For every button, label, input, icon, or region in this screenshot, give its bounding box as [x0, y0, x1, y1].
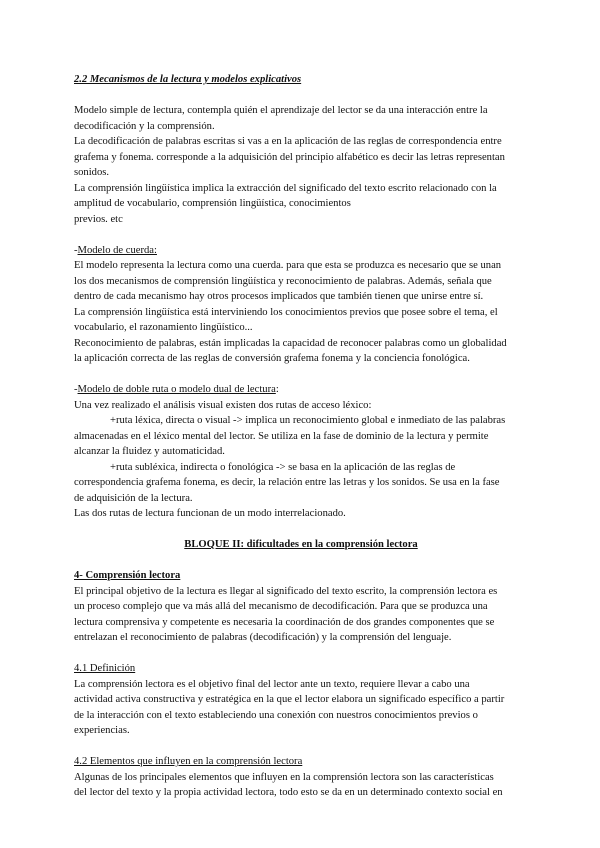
- paragraph-line: Una vez realizado el análisis visual existen dos rutas de acceso léxico:: [74, 399, 372, 411]
- paragraph-line: los dos mecanismos de comprensión lingüística y reconocimiento de palabras. Además, señala que: [74, 275, 492, 287]
- paragraph-line: La comprensión lingüística implica la extracción del significado del texto escrito relacionado con la: [74, 182, 497, 194]
- paragraph-line: La decodificación de palabras escritas si vas a en la aplicación de las reglas de correspondencia entre: [74, 136, 502, 147]
- paragraph-line: la aplicación correcta de las reglas de conversión grafema fonema y la conciencia fonológica.: [74, 353, 470, 364]
- paragraph-line: actividad activa constructiva y estratégica en la que el lector elabora un significado específico a partir: [74, 694, 505, 705]
- paragraph-line: correspondencia grafema fonema, es decir, la relación entre las letras y los sonidos. Se usa en la fase: [74, 477, 500, 488]
- paragraph-line: lectura comprensiva y competente es necesaria la coordinación de dos grandes componentes que se: [74, 616, 495, 628]
- paragraph-line: alcanzar la fluidez y automaticidad.: [74, 446, 225, 457]
- section-heading-4-1: 4.1 Definición: [74, 663, 136, 674]
- section-heading-4-2: 4.2 Elementos que influyen en la comprensión lectora: [74, 756, 303, 767]
- section-heading-2-2: 2.2 Mecanismos de la lectura y modelos explicativos: [74, 74, 302, 85]
- paragraph-line: decodificación y la comprensión.: [74, 120, 215, 132]
- paragraph-line: sonidos.: [74, 167, 110, 178]
- paragraph-line: almacenadas en el léxico mental del lector. Se utiliza en la fase de dominio de la lectura y permite: [74, 430, 489, 442]
- paragraph-line: de la interacción con el texto estableciendo una conexión con nuestros conocimientos previos o: [74, 709, 478, 721]
- paragraph-line: de adquisición de la lectura.: [74, 492, 193, 504]
- paragraph-line: experiencias.: [74, 725, 130, 736]
- paragraph-line: +ruta léxica, directa o visual -> implica un reconocimiento global e inmediato de las palabras: [110, 415, 506, 426]
- paragraph-line: del lector del texto y la propia actividad lectora, todo esto se da en un determinado contexto social en: [74, 787, 503, 798]
- subheading-modelo-cuerda: -Modelo de cuerda:: [74, 244, 157, 256]
- paragraph-line: un proceso complejo que va más allá del mecanismo de decodificación. Para que se produzca una: [74, 601, 488, 612]
- paragraph-line: Modelo simple de lectura, contempla quién el aprendizaje del lector se da una interacción entre la: [74, 105, 488, 116]
- paragraph-line: amplitud de vocabulario, comprensión lingüística, conocimientos: [74, 198, 351, 209]
- paragraph-line: dentro de cada mecanismo hay otros procesos implicados que también tienen que unirse entre sí.: [74, 291, 484, 302]
- paragraph-line: entrelazan el reconocimiento de palabras (decodificación) y la comprensión del lenguaje.: [74, 632, 452, 643]
- paragraph-line: grafema y fonema. corresponde a la adquisición del principio alfabético es decir las letras representan: [74, 151, 505, 163]
- paragraph-line: El modelo representa la lectura como una cuerda. para que esta se produzca es necesario que se unan: [74, 260, 502, 271]
- paragraph-line: La comprensión lectora es el objetivo final del lector ante un texto, requiere llevar a cabo una: [74, 678, 470, 690]
- document-page: [74, 72, 528, 801]
- paragraph-line: vocabulario, el razonamiento lingüístico...: [74, 322, 253, 333]
- paragraph-line: El principal objetivo de la lectura es llegar al significado del texto escrito, la comprensión lectora es: [74, 585, 498, 597]
- paragraph-line: +ruta subléxica, indirecta o fonológica -> se basa en la aplicación de las reglas de: [110, 461, 456, 473]
- paragraph-line: La comprensión lingüística está interviniendo los conocimientos previos que posee sobre el tema, el: [74, 306, 498, 318]
- paragraph-line: Algunas de los principales elementos que influyen en la comprensión lectora son las características: [74, 771, 494, 783]
- paragraph-line: Reconocimiento de palabras, están implicadas la capacidad de reconocer palabras como un globalidad: [74, 337, 507, 349]
- subheading-doble-ruta: -Modelo de doble ruta o modelo dual de lectura:: [74, 384, 279, 395]
- block-heading-bloque-ii: BLOQUE II: dificultades en la comprensión lectora: [184, 539, 418, 550]
- section-heading-4: 4- Comprensión lectora: [74, 570, 181, 581]
- paragraph-line: Las dos rutas de lectura funcionan de un modo interrelacionado.: [74, 508, 346, 519]
- paragraph-line: previos. etc: [74, 213, 123, 225]
